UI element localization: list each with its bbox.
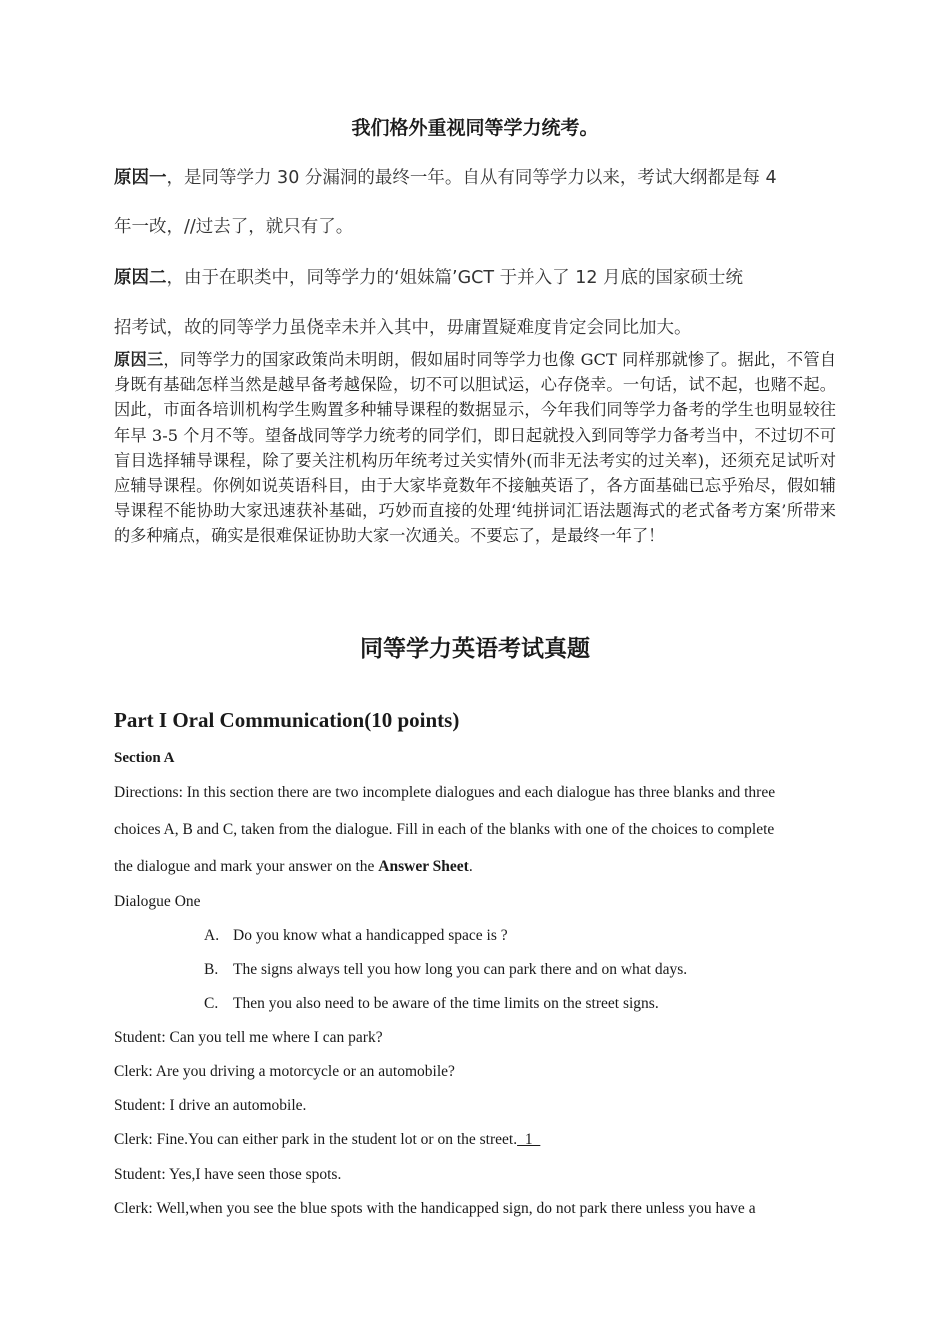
section-label: Section A: [114, 750, 175, 766]
directions-line3: the dialogue and mark your answer on the Answer Sheet.: [114, 858, 473, 875]
dialogue-line: Clerk: Fine.You can either park in the student lot or on the street. 1: [114, 1131, 541, 1148]
answer-blank-1: 1: [517, 1131, 541, 1148]
reason-one-line1: 原因一，是同等学力 30 分漏洞的最终一年。自从有同等学力以来，考试大纲都是每 4: [114, 168, 777, 188]
dialogue-title: Dialogue One: [114, 893, 201, 910]
dialogue-line: Student: Yes,I have seen those spots.: [114, 1166, 342, 1183]
reason-two-line2: 招考试，故的同等学力虽侥幸未并入其中，毋庸置疑难度肯定会同比加大。: [114, 318, 692, 338]
reason-three-paragraph: 原因三，同等学力的国家政策尚未明朗，假如届时同等学力也像 GCT 同样那就惨了。据此，不管自身既有基础怎样当然是越早备考越保险，切不可以胆试运，心存侥幸。一句话，试不起，也赌不起。因此，市面各培训机构学生购置多种辅导课程的数据显示，今年我们同等学力备考的学生也明显较往年早 3-5 个月不等。望备战同等学力统考的同学们，即日起就投入到同等学力备考当中，不过切不可盲目选择辅导课程，除了要关注机构历年统考过关实情外(而非无法考实的过关率)，还须充足试听对应辅导课程。你例如说英语科目，由于大家毕竟数年不接触英语了，各方面基础已忘乎殆尽，假如辅导课程不能协助大家迅速获补基础，巧妙而直接的处理‘纯拼词汇语法题海式的老式备考方案’所带来的多种痛点，确实是很难保证协助大家一次通关。不要忘了，是最终一年了！: [114, 350, 837, 546]
dialogue-line: Clerk: Are you driving a motorcycle or an automobile?: [114, 1063, 455, 1080]
reason-two-line1: 原因二，由于在职类中，同等学力的‘姐妹篇’GCT 于并入了 12 月底的国家硕士统: [114, 268, 744, 288]
answer-sheet-term: Answer Sheet: [378, 858, 469, 875]
dialogue-line: Clerk: Well,when you see the blue spots with the handicapped sign, do not park there unless you have a: [114, 1200, 756, 1217]
dialogue-line: Student: I drive an automobile.: [114, 1097, 307, 1114]
option-c: C. Then you also need to be aware of the time limits on the street signs.: [204, 995, 659, 1012]
top-title: 我们格外重视同等学力统考。: [351, 117, 599, 139]
directions-line1: Directions: In this section there are two incomplete dialogues and each dialogue has three blanks and three: [114, 784, 776, 801]
option-a: A. Do you know what a handicapped space is ?: [204, 927, 508, 944]
part-heading: Part I Oral Communication(10 points): [114, 708, 460, 732]
reason-one-label: 原因一: [114, 168, 167, 188]
directions-line2: choices A, B and C, taken from the dialogue. Fill in each of the blanks with one of the choices to complete: [114, 821, 775, 838]
reason-three-label: 原因三: [114, 350, 164, 369]
reason-one-line2: 年一改，//过去了，就只有了。: [114, 217, 354, 237]
option-b: B. The signs always tell you how long you can park there and on what days.: [204, 961, 688, 978]
dialogue-line: Student: Can you tell me where I can park?: [114, 1029, 383, 1046]
main-title: 同等学力英语考试真题: [360, 635, 590, 662]
reason-two-label: 原因二: [114, 268, 167, 288]
